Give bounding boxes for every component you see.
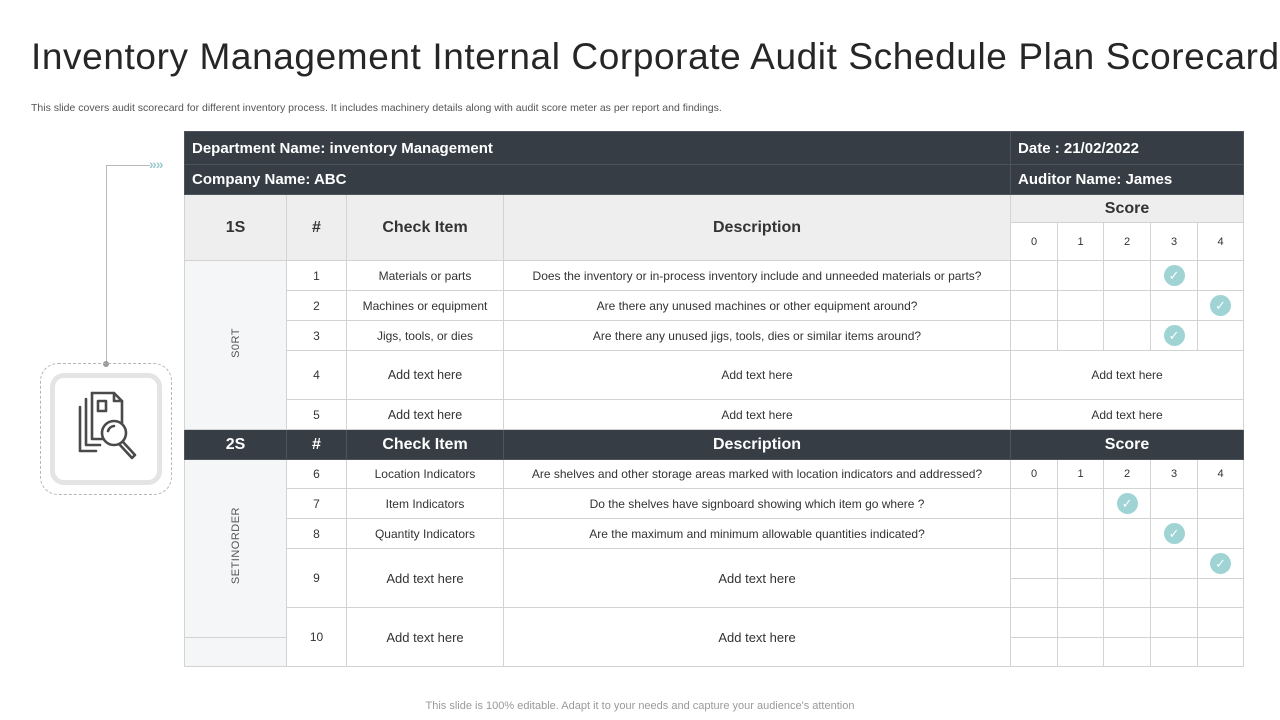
score-cell (1151, 549, 1198, 579)
check-icon: ✓ (1117, 493, 1138, 514)
group-set-in-order (185, 460, 287, 638)
description: Does the inventory or in-process inventory include and unneeded materials or parts? (504, 261, 1011, 291)
score-cell (1104, 579, 1151, 608)
score-cell (1011, 321, 1058, 351)
description: Add text here (504, 400, 1011, 430)
score-cell (1058, 291, 1104, 321)
audit-date: Date : 21/02/2022 (1011, 132, 1244, 165)
score-cell (1011, 489, 1058, 519)
check-item: Materials or parts (347, 261, 504, 291)
score-cell (1104, 549, 1151, 579)
section2-score-header: Score (1011, 430, 1244, 460)
check-item: Add text here (347, 549, 504, 608)
score-cell (1011, 291, 1058, 321)
score-cell (1198, 291, 1244, 321)
score-cell (1104, 291, 1151, 321)
description: Are shelves and other storage areas marked with location indicators and addressed? (504, 460, 1011, 489)
table-row (185, 549, 1244, 579)
score-cell (1198, 489, 1244, 519)
connector-line-horizontal (106, 165, 150, 166)
table-row (185, 261, 1244, 291)
audit-scorecard-table (184, 131, 1244, 667)
check-item: Jigs, tools, or dies (347, 321, 504, 351)
check-icon: ✓ (1164, 265, 1185, 286)
table-row (185, 291, 1244, 321)
score-level: 1 (1058, 460, 1104, 489)
section1-label: 1S (185, 195, 287, 261)
score-cell (1198, 638, 1244, 667)
header-row-company (185, 165, 1244, 195)
score-level: 2 (1104, 460, 1151, 489)
row-number: 1 (287, 261, 347, 291)
score-cell (1058, 608, 1104, 638)
score-cell (1198, 549, 1244, 579)
row-number: 2 (287, 291, 347, 321)
score-cell (1058, 579, 1104, 608)
check-icon: ✓ (1164, 523, 1185, 544)
section1-description-header: Description (504, 195, 1011, 261)
group-sort (185, 261, 287, 430)
row-number: 6 (287, 460, 347, 489)
check-item: Add text here (347, 351, 504, 400)
score-cell (1198, 608, 1244, 638)
table-row (185, 400, 1244, 430)
score-cell (1058, 321, 1104, 351)
check-item: Quantity Indicators (347, 519, 504, 549)
check-item: Add text here (347, 400, 504, 430)
page-subtitle: This slide covers audit scorecard for different inventory process. It includes machinery details along with audit score meter as per report and findings. (31, 102, 722, 114)
section2-check-item-header: Check Item (347, 430, 504, 460)
score-cell (1198, 261, 1244, 291)
check-item: Machines or equipment (347, 291, 504, 321)
score-cell (1151, 608, 1198, 638)
check-icon: ✓ (1210, 295, 1231, 316)
score-cell (1104, 519, 1151, 549)
score-cell (1058, 489, 1104, 519)
table-row (185, 460, 1244, 489)
description: Are the maximum and minimum allowable quantities indicated? (504, 519, 1011, 549)
icon-frame (40, 363, 172, 495)
score-level: 4 (1198, 223, 1244, 261)
check-icon: ✓ (1210, 553, 1231, 574)
score-cell (1151, 489, 1198, 519)
description: Do the shelves have signboard showing which item go where ? (504, 489, 1011, 519)
check-item: Item Indicators (347, 489, 504, 519)
section1-score-header: Score (1011, 195, 1244, 223)
score-cell (1151, 638, 1198, 667)
description: Are there any unused machines or other equipment around? (504, 291, 1011, 321)
score-level: 0 (1011, 460, 1058, 489)
score-cell (1198, 519, 1244, 549)
score-cell (1104, 638, 1151, 667)
row-number: 9 (287, 549, 347, 608)
footer-note: This slide is 100% editable. Adapt it to your needs and capture your audience's attention (425, 700, 855, 712)
score-cell (1011, 261, 1058, 291)
section2-header-row (185, 430, 1244, 460)
table-row (185, 519, 1244, 549)
score-cell (1058, 261, 1104, 291)
score-cell (1058, 638, 1104, 667)
document-search-icon (66, 389, 146, 469)
row-number: 8 (287, 519, 347, 549)
group-label: SETINORDER (229, 507, 242, 585)
score-cell (1151, 579, 1198, 608)
score-cell (1104, 321, 1151, 351)
table-row (185, 351, 1244, 400)
score-cell (1011, 579, 1058, 608)
score-cell (1198, 321, 1244, 351)
chevrons-right-icon: »» (149, 156, 163, 172)
score-cell (1011, 549, 1058, 579)
score-cell (1011, 519, 1058, 549)
section1-header-row (185, 195, 1244, 223)
table-row (185, 321, 1244, 351)
header-row-department (185, 132, 1244, 165)
score-level: 3 (1151, 460, 1198, 489)
score-level: 1 (1058, 223, 1104, 261)
table-row (185, 608, 1244, 638)
score-cell (1198, 579, 1244, 608)
row-number: 10 (287, 608, 347, 667)
description: Are there any unused jigs, tools, dies or similar items around? (504, 321, 1011, 351)
score-cell (1058, 519, 1104, 549)
description: Add text here (504, 549, 1011, 608)
score-cell (1104, 489, 1151, 519)
score-cell (1011, 608, 1058, 638)
score-level: 0 (1011, 223, 1058, 261)
icon-tile (50, 373, 162, 485)
score-cell (1011, 638, 1058, 667)
row-number: 5 (287, 400, 347, 430)
score-cell (1151, 261, 1198, 291)
table-row (185, 489, 1244, 519)
check-icon: ✓ (1164, 325, 1185, 346)
score-level: 3 (1151, 223, 1198, 261)
section2-label: 2S (185, 430, 287, 460)
score-level: 4 (1198, 460, 1244, 489)
connector-line-vertical (106, 165, 107, 363)
score-text: Add text here (1011, 400, 1244, 430)
company-name: Company Name: ABC (185, 165, 1011, 195)
row-number: 3 (287, 321, 347, 351)
score-cell (1104, 261, 1151, 291)
description: Add text here (504, 351, 1011, 400)
row-number: 7 (287, 489, 347, 519)
department-name: Department Name: inventory Management (185, 132, 1011, 165)
section1-hash-header: # (287, 195, 347, 261)
check-item: Location Indicators (347, 460, 504, 489)
score-text: Add text here (1011, 351, 1244, 400)
row-number: 4 (287, 351, 347, 400)
score-cell (1104, 608, 1151, 638)
group-label: S0RT (229, 327, 242, 358)
page-title: Inventory Management Internal Corporate Audit Schedule Plan Scorecard (31, 36, 1280, 77)
score-level: 2 (1104, 223, 1151, 261)
section1-check-item-header: Check Item (347, 195, 504, 261)
check-item: Add text here (347, 608, 504, 667)
section2-hash-header: # (287, 430, 347, 460)
section2-description-header: Description (504, 430, 1011, 460)
score-cell (1151, 291, 1198, 321)
score-cell (1151, 321, 1198, 351)
description: Add text here (504, 608, 1011, 667)
score-cell (1151, 519, 1198, 549)
score-cell (1058, 549, 1104, 579)
auditor-name: Auditor Name: James (1011, 165, 1244, 195)
group-set-in-order-tail (185, 638, 287, 667)
